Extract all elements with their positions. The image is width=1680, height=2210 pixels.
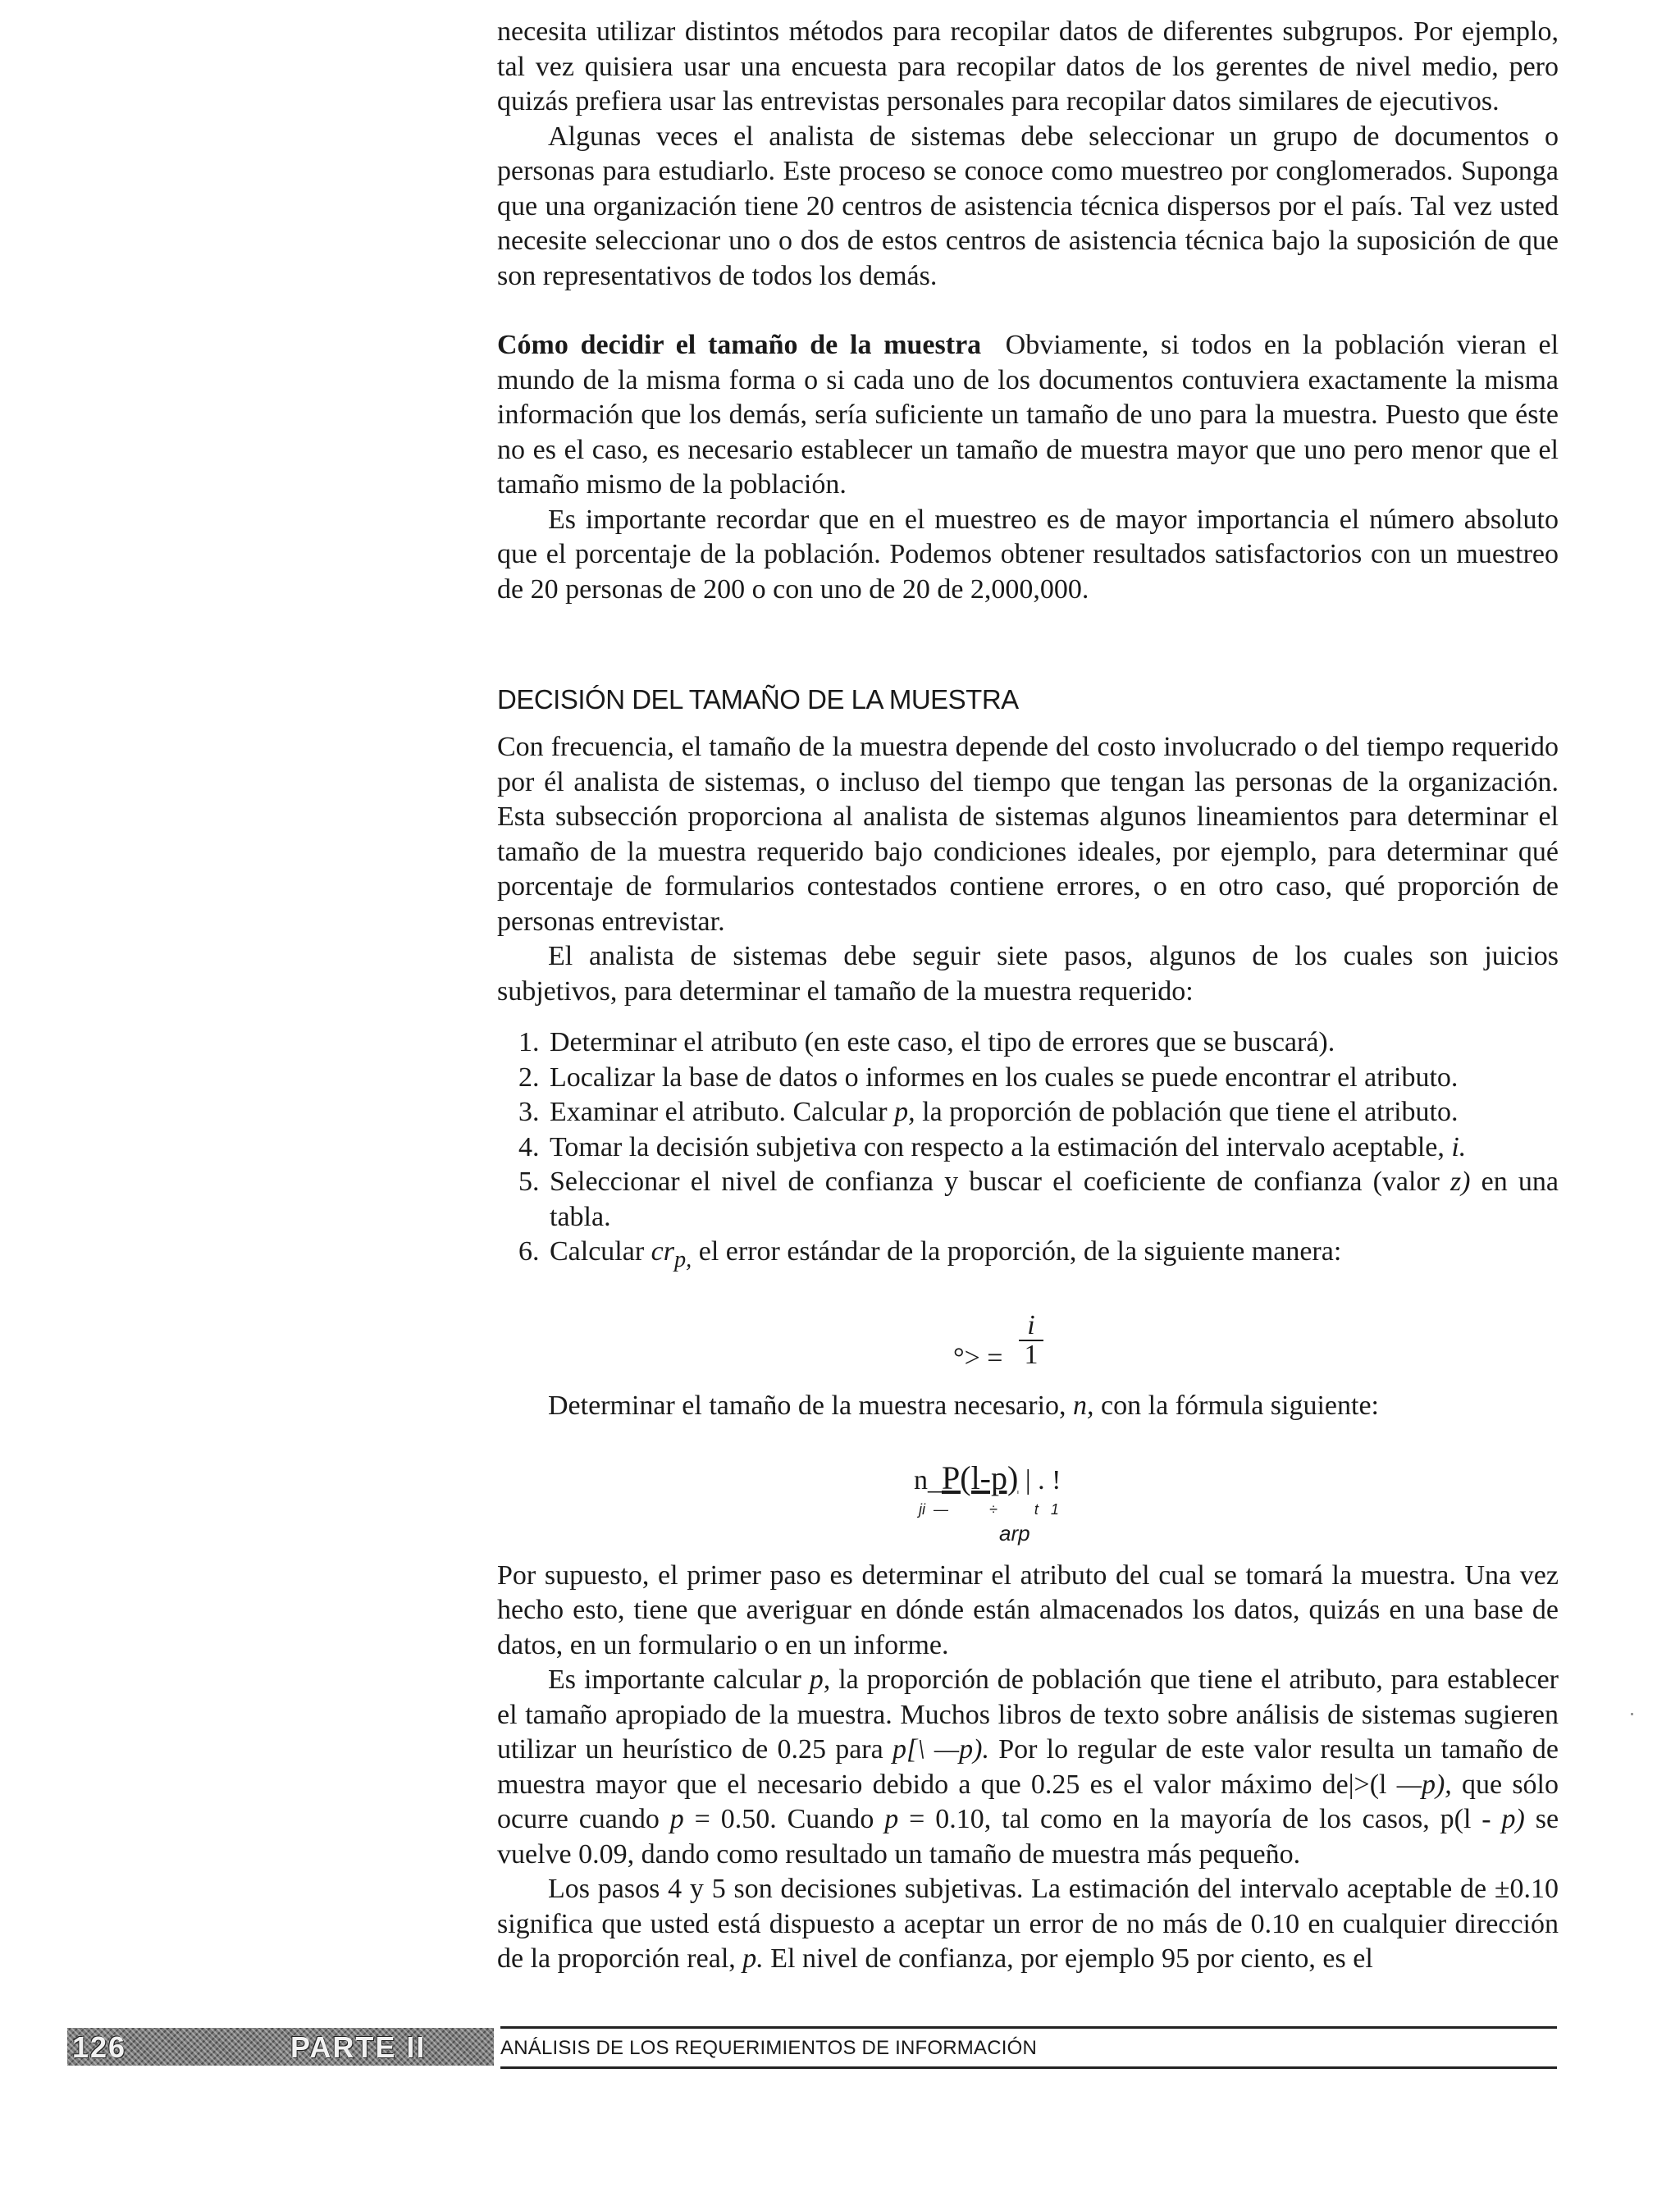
formula-denominator: 1 [1019, 1340, 1043, 1369]
formula-lhs: °> = [953, 1343, 1003, 1374]
paragraph: Es importante calcular p, la proporción de población que tiene el atributo, para establecer el tamaño apropiado de la muestra. Muchos libros de texto sobre análisis de sistemas sugieren utilizar un heurístico de 0.25 para p[\ —p). Por lo regular de este valor resulta un tamaño de muestra mayor que el necesario debido a que 0.25 es el valor máximo de|>(l —p), que sólo ocurre cuando p = 0.50. Cuando p = 0.10, tal como en la mayoría de los casos, p(l - p) se vuelve 0.09, dando como resultado un tamaño de muestra más pequeño. [497, 1664, 1559, 1870]
list-item: 5. Seleccionar el nivel de confianza y buscar el coeficiente de confianza (valor z) en una tabla. [518, 1167, 1559, 1232]
paragraph: El analista de sistemas debe seguir siete pasos, algunos de los cuales son juicios subjetivos, para determinar el tamaño de la muestra requerido: [497, 941, 1559, 1007]
list-item: 4. Tomar la decisión subjetiva con respecto a la estimación del intervalo aceptable, i. [518, 1131, 1467, 1162]
scan-speck [1631, 1713, 1633, 1715]
section-heading: DECISIÓN DEL TAMAÑO DE LA MUESTRA [497, 684, 1019, 715]
list-item: 6. Calcular $cr_{p,}$ el error estándar de la proporción, de la siguiente manera: [518, 1236, 1342, 1272]
page-body [497, 15, 1559, 1977]
part-label: PARTE II [290, 2030, 427, 2064]
formula-denominator: arp [999, 1520, 1030, 1546]
sample-size-formula [497, 1444, 1559, 1559]
paragraph-text: Obviamente, si todos en la población vieran el mundo de la misma forma o si cada uno de los documentos contuviera exactamente la misma información que los demás, sería suficiente un tamaño de uno para la muestra. Puesto que éste no es el caso, es necesario establecer un tamaño de muestra mayor que uno pero menor que el tamaño mismo de la población. [497, 330, 1559, 500]
formula-main: n_P(l-p) | . ! [914, 1459, 1061, 1496]
paragraph [497, 328, 1559, 503]
formula-subscripts: ji — ÷ t 1 [919, 1500, 1059, 1518]
running-title: ANÁLISIS DE LOS REQUERIMIENTOS DE INFORMACIÓN [500, 2037, 1037, 2059]
list-item: 1. Determinar el atributo (en este caso, el tipo de errores que se buscará). [518, 1027, 1335, 1057]
run-in-heading: Cómo decidir el tamaño de la muestra [497, 330, 982, 360]
steps-list [497, 1025, 1559, 1277]
formula-fraction [1019, 1312, 1043, 1369]
formula-numerator: i [1027, 1310, 1035, 1341]
paragraph: Con frecuencia, el tamaño de la muestra depende del costo involucrado o del tiempo requerido por él analista de sistemas, o incluso del tiempo que tengan las personas de la organización. Esta subsección proporciona al analista de sistemas algunos lineamientos para determinar el tamaño de la muestra requerido bajo condiciones ideales, por ejemplo, para determinar qué porcentaje de formularios contestados contiene errores, o en otro caso, qué proporción de personas entrevistar. [497, 732, 1559, 937]
paragraph: necesita utilizar distintos métodos para recopilar datos de diferentes subgrupos. Por ejemplo, tal vez quisiera usar una encuesta para recopilar datos de los gerentes de nivel medio, pero quizás prefiera usar las entrevistas personales para recopilar datos similares de ejecutivos. [497, 16, 1559, 116]
paragraph: Determinar el tamaño de la muestra necesario, n, con la fórmula siguiente: [548, 1390, 1380, 1422]
page-number: 126 [72, 2030, 127, 2064]
paragraph: Por supuesto, el primer paso es determinar el atributo del cual se tomará la muestra. Una vez hecho esto, tiene que averiguar en dónde están almacenados los datos, quizás en una base de datos, en un formulario o en un informe. [497, 1559, 1559, 1660]
paragraph: Los pasos 4 y 5 son decisiones subjetivas. La estimación del intervalo aceptable de ±0.10 significa que usted está dispuesto a aceptar un error de no más de 0.10 en cualquier dirección de la proporción real, p. El nivel de confianza, por ejemplo 95 por ciento, es el [497, 1874, 1559, 1975]
paragraph: Es importante recordar que en el muestreo es de mayor importancia el número absoluto que el porcentaje de la población. Podemos obtener resultados satisfactorios con un muestreo de 20 personas de 200 o con uno de 20 de 2,000,000. [497, 504, 1559, 605]
footer-rule [500, 2066, 1557, 2069]
footer-band [67, 2028, 494, 2066]
list-item: 3. Examinar el atributo. Calcular p, la proporción de población que tiene el atributo. [518, 1097, 1459, 1127]
standard-error-formula [497, 1307, 1559, 1389]
footer-rule [500, 2026, 1557, 2029]
paragraph: Algunas veces el analista de sistemas debe seleccionar un grupo de documentos o personas para estudiarlo. Este proceso se conoce como muestreo por conglomerados. Suponga que una organización tiene 20 centros de asistencia técnica dispersos por el país. Tal vez usted necesite seleccionar uno o dos de estos centros de asistencia técnica bajo la suposición de que son representativos de todos los demás. [497, 121, 1559, 291]
list-item: 2. Localizar la base de datos o informes en los cuales se puede encontrar el atributo. [518, 1062, 1459, 1093]
page-footer [67, 2026, 1560, 2075]
